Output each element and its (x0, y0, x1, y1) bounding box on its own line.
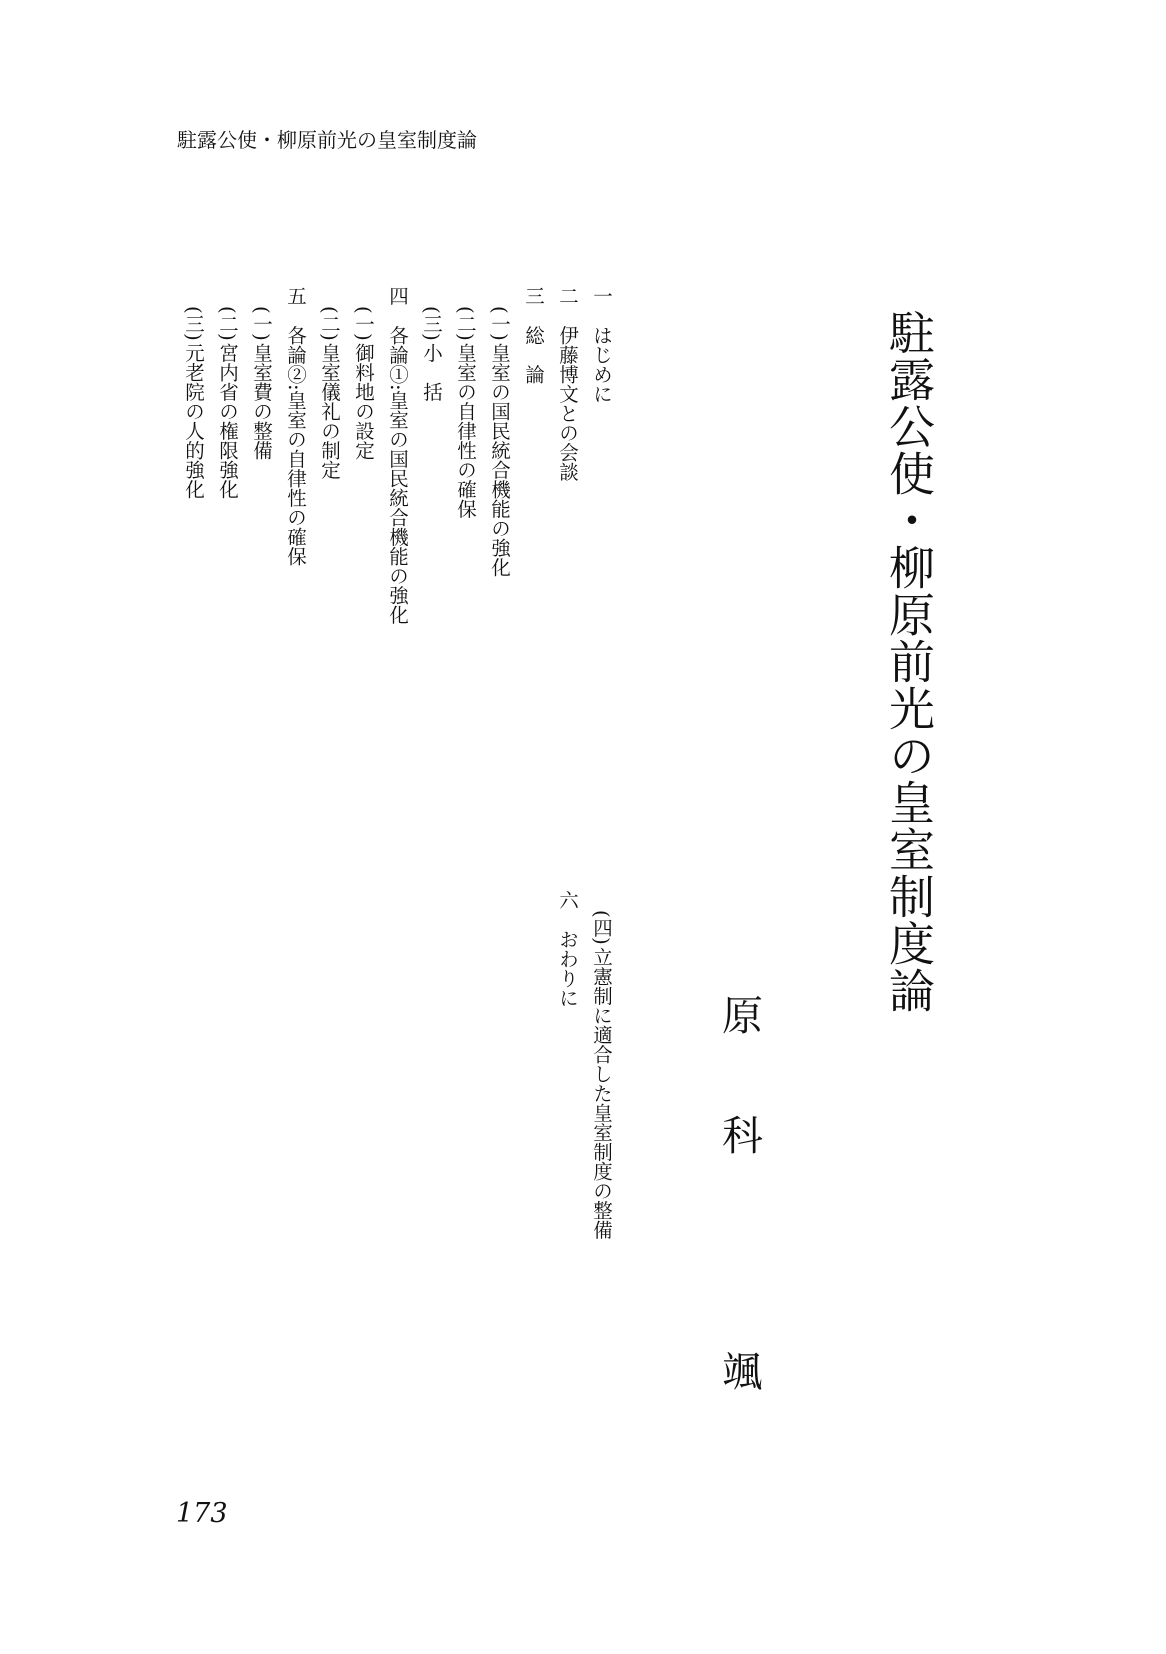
toc-item-label: 元老院の人的強化 (182, 342, 205, 499)
toc-item-label: 御料地の設定 (352, 342, 375, 460)
toc-item-label: 総 論 (522, 325, 545, 384)
toc-item (482, 286, 516, 706)
toc-item-label: はじめに (590, 325, 613, 404)
toc-item-number: (三) (182, 306, 205, 341)
author-name (722, 992, 764, 1396)
toc-item-label: 宮内省の権限強化 (216, 342, 239, 499)
toc-item-number: (四) (590, 910, 613, 945)
toc-item (550, 286, 584, 706)
toc-item-label: 皇室費の整備 (250, 342, 273, 460)
running-header: 駐露公使・柳原前光の皇室制度論 (177, 128, 477, 152)
toc-item-number: (二) (318, 306, 341, 341)
toc-item-label: 各論②:皇室の自律性の確保 (284, 325, 307, 567)
toc-item (346, 286, 380, 706)
toc-item-number: (一) (488, 306, 511, 341)
author-char: 颯 (722, 1348, 763, 1396)
toc-item (312, 286, 346, 706)
toc-item (550, 890, 584, 1270)
toc-item (176, 286, 210, 706)
page-number: 173 (176, 1498, 228, 1529)
toc-item (414, 286, 448, 706)
toc-item-number: 二 (556, 286, 579, 306)
toc-item-number: (一) (250, 306, 273, 341)
toc-item-number: (三) (420, 306, 443, 341)
toc-item (380, 286, 414, 706)
toc-item-label: おわりに (556, 929, 579, 1008)
toc-item-label: 皇室の自律性の確保 (454, 342, 477, 519)
toc-item-label: 皇室儀礼の制定 (318, 342, 341, 480)
toc-item-number: (二) (216, 306, 239, 341)
toc-item-label: 小 括 (420, 342, 443, 402)
toc-item-number: (二) (454, 306, 477, 341)
toc-item-label: 各論①:皇室の国民統合機能の強化 (386, 325, 409, 625)
toc-item-number: 四 (386, 286, 409, 306)
toc-item-number: 三 (522, 286, 545, 306)
toc-item-label: 伊藤博文との会談 (556, 325, 579, 482)
toc-item-number: 一 (590, 286, 613, 306)
toc-item (516, 286, 550, 706)
toc-item (210, 286, 244, 706)
toc-item (448, 286, 482, 706)
author-char: 科 (722, 1112, 763, 1160)
toc-item (584, 890, 618, 1270)
toc-item-label: 立憲制に適合した皇室制度の整備 (590, 946, 613, 1240)
toc-item-number: (一) (352, 306, 375, 341)
author-char: 原 (722, 992, 763, 1040)
main-title: 駐露公使・柳原前光の皇室制度論 (882, 309, 936, 1014)
toc-item-number: 五 (284, 286, 307, 306)
toc-upper (176, 286, 618, 706)
toc-item (278, 286, 312, 706)
toc-lower (550, 890, 618, 1270)
toc-item-number: 六 (556, 890, 579, 910)
toc-item-label: 皇室の国民統合機能の強化 (488, 342, 511, 577)
toc-item (244, 286, 278, 706)
toc-item (584, 286, 618, 706)
